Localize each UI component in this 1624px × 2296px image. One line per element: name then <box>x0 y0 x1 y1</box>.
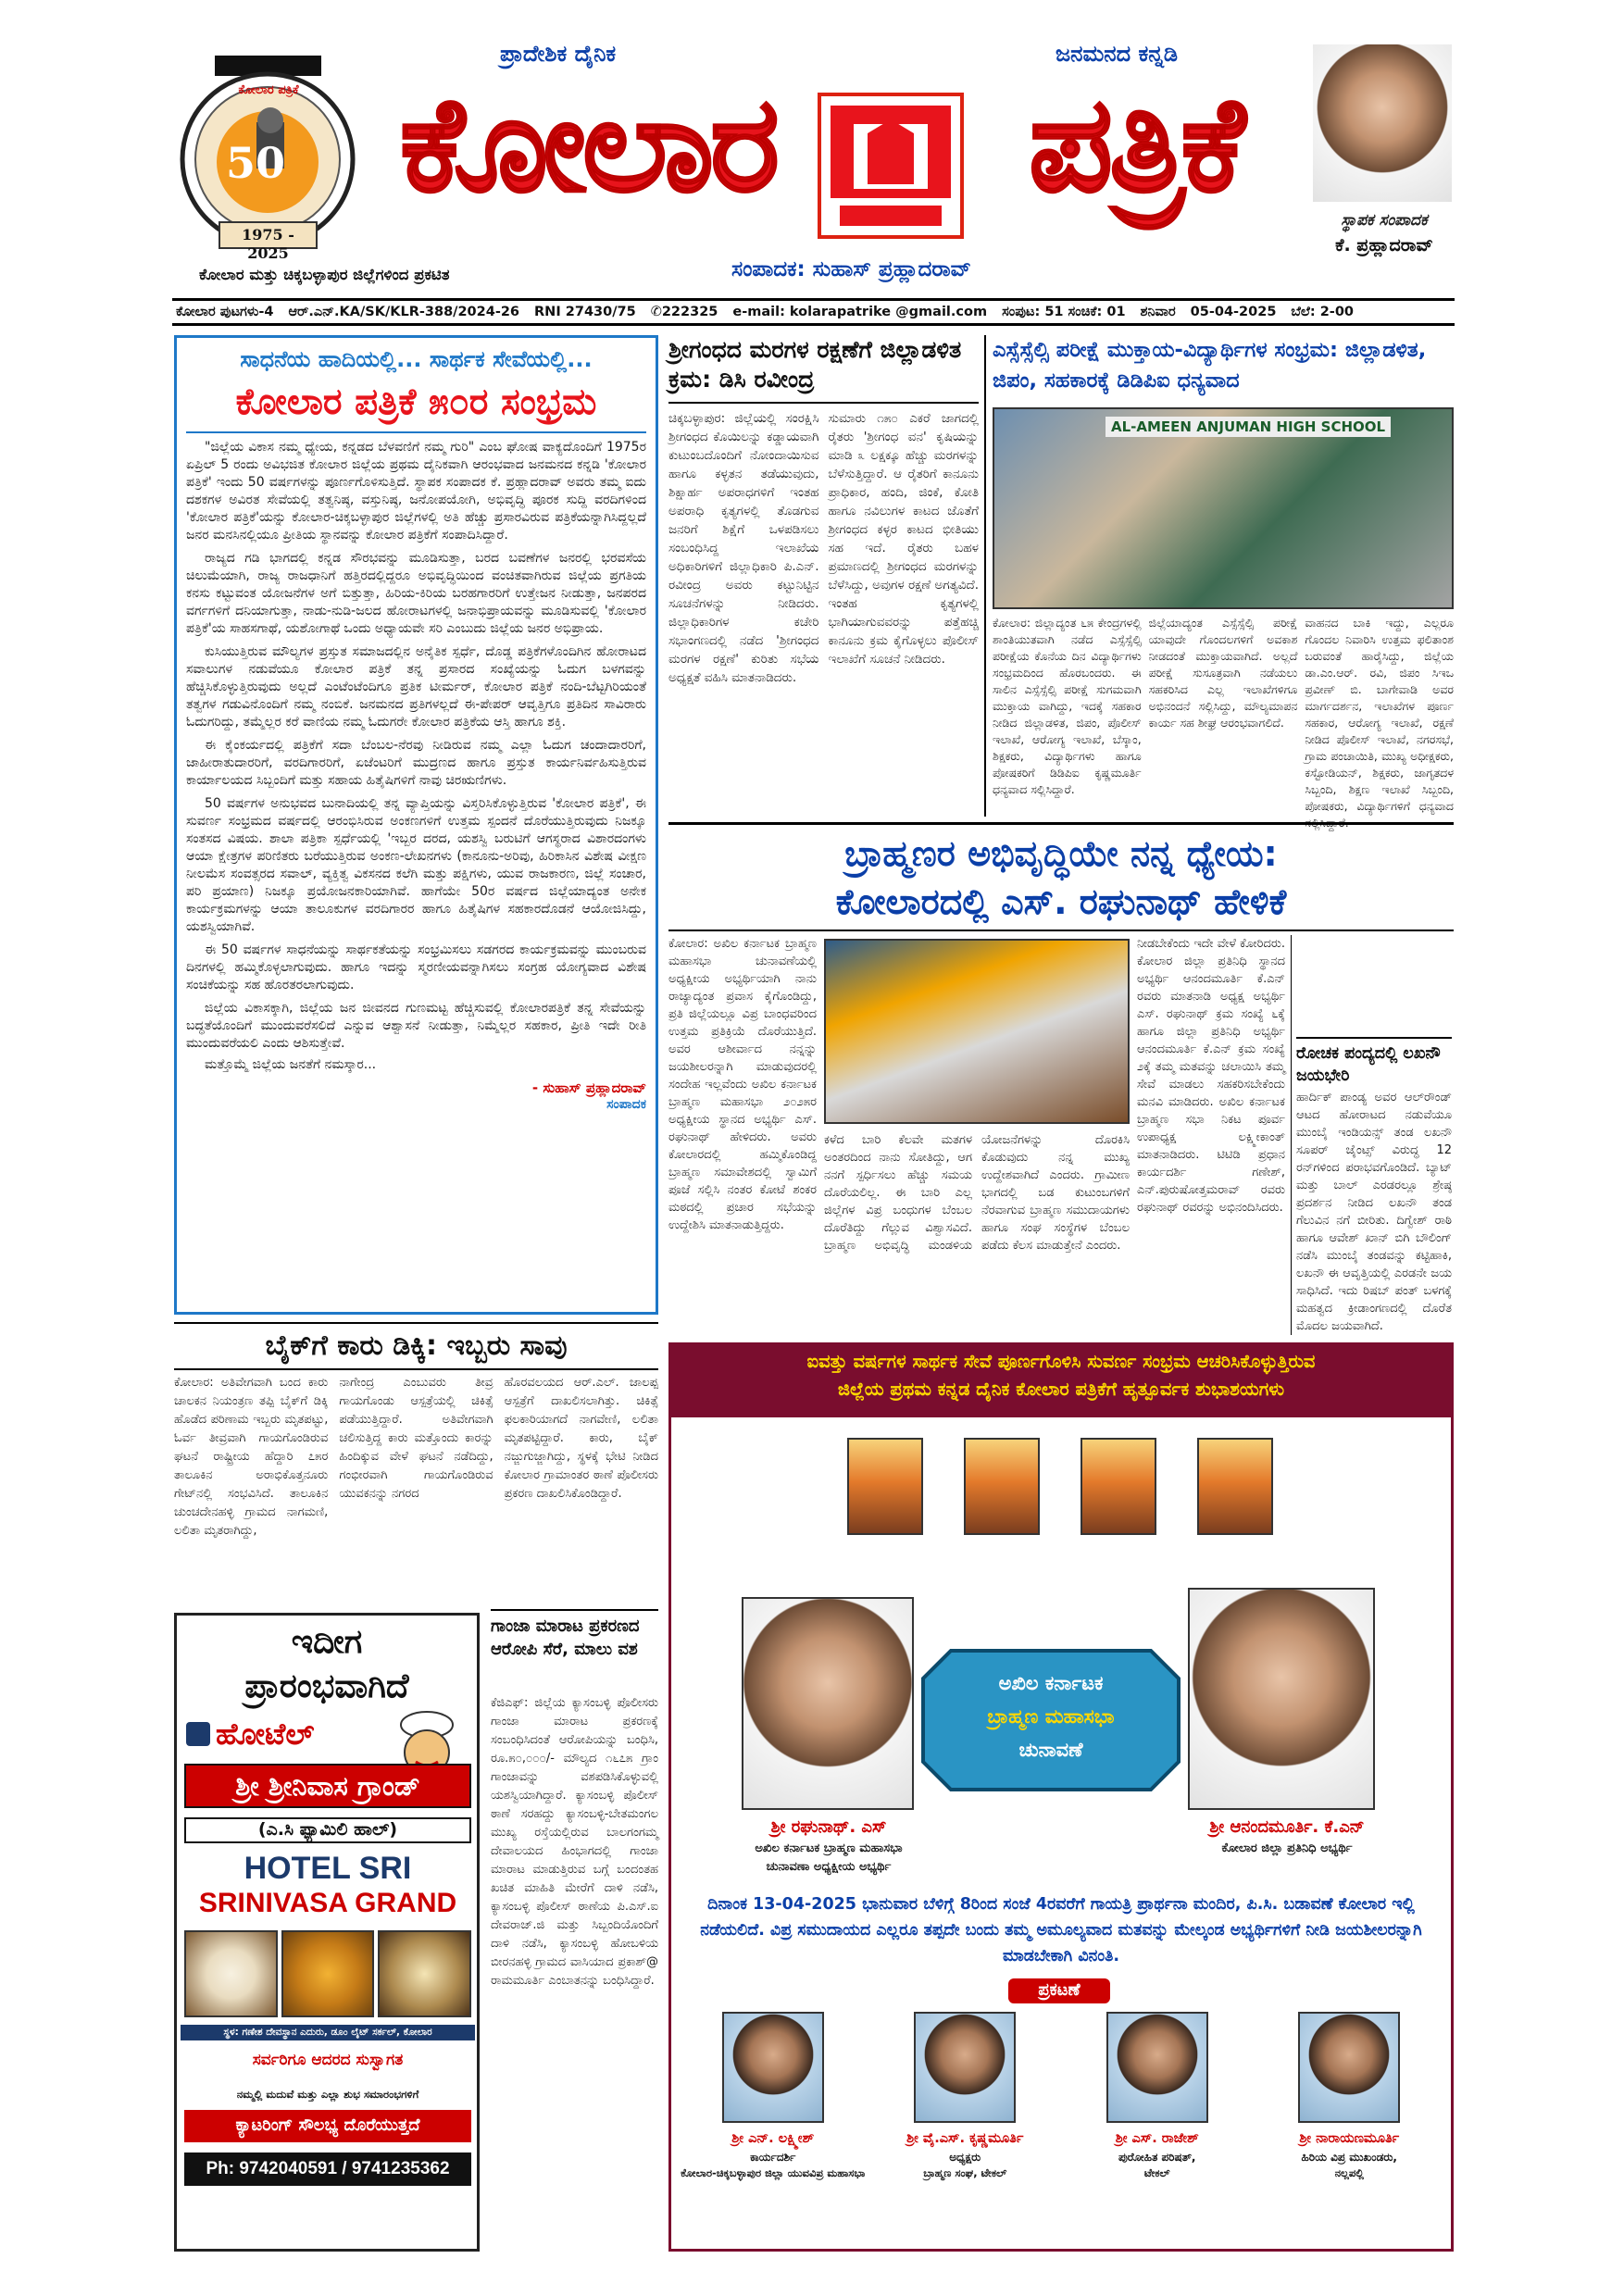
info-phone: ✆222325 <box>650 305 718 319</box>
election-badge <box>923 1651 1179 1790</box>
brahmin-body1: ಕೋಲಾರ: ಅಖಿಲ ಕರ್ನಾಟಕ ಬ್ರಾಹ್ಮಣ ಮಹಾಸಭಾ ಚುನಾವಣೆಯಲ್ಲಿ ಅಧ್ಯಕ್ಷೀಯ ಅಭ್ಯರ್ಥಿಯಾಗಿ ನಾನು ರಾಜ್ಯಾದ್ಯಂತ ಪ್ರವಾಸ ಕೈಗೊಂಡಿದ್ದು, ಪ್ರತಿ ಜಿಲ್ಲೆಯಲ್ಲೂ ವಿಪ್ರ ಬಾಂಧವರಿಂದ ಉತ್ತಮ ಪ್ರತಿಕ್ರಿಯೆ ದೊರೆಯುತ್ತಿದೆ. ಅವರ ಆಶೀರ್ವಾದ ನನ್ನನ್ನು ಜಯಶೀಲರನ್ನಾಗಿ ಮಾಡುವುದರಲ್ಲಿ ಸಂದೇಹ ಇಲ್ಲವೆಂದು ಅಖಿಲ ಕರ್ನಾಟಕ ಬ್ರಾಹ್ಮಣ ಮಹಾಸಭಾ ೨೦೨೫ರ ಅಧ್ಯಕ್ಷೀಯ ಸ್ಥಾನದ ಅಭ್ಯರ್ಥಿ ಎಸ್. ರಘುನಾಥ್ ಹೇಳಿದರು. ಅವರು ಕೋಲಾರದಲ್ಲಿ ಹಮ್ಮಿಕೊಂಡಿದ್ದ ಬ್ರಾಹ್ಮಣ ಸಮಾವೇಶದಲ್ಲಿ ಸ್ವಾಮಿಗೆ ಪೂಜೆ ಸಲ್ಲಿಸಿ ನಂತರ ಕೋಟೆ ಶಂಕರ ಮಠದಲ್ಲಿ ಪ್ರಚಾರ ಸಭೆಯನ್ನು ಉದ್ದೇಶಿಸಿ ಮಾತನಾಡುತ್ತಿದ್ದರು. <box>668 937 817 1232</box>
phone-icon: ✆ <box>650 305 662 319</box>
sslc-body <box>993 615 1454 817</box>
person-role1-4: ಹಿರಿಯ ವಿಪ್ರ ಮುಖಂಡರು, <box>1301 2151 1397 2165</box>
brahmin-col3 <box>1137 935 1285 1335</box>
info-price: ಬೆಲೆ: 2-00 <box>1291 305 1354 319</box>
cand2-name: ಶ್ರೀ ಆನಂದಮೂರ್ತಿ. ಕೆ.ಎನ್ <box>1209 1817 1365 1837</box>
brahmin-col2 <box>824 1131 1130 1335</box>
hotel-catering2: ಕ್ಯಾಟರಿಂಗ್ ಸೌಲಭ್ಯ ದೊರೆಯುತ್ತದೆ <box>184 2110 471 2142</box>
person-card-2 <box>872 2012 1057 2243</box>
hotel-ad-line1: ಇದೀಗ <box>291 1623 363 1661</box>
accident-body1: ಕೋಲಾರ: ಅತಿವೇಗವಾಗಿ ಬಂದ ಕಾರು ಚಾಲಕನ ನಿಯಂತ್ರಣ ತಪ್ಪಿ ಬೈಕ್‌ಗೆ ಡಿಕ್ಕಿ ಹೊಡೆದ ಪರಿಣಾಮ ಇಬ್ಬರು ಮೃತಪಟ್ಟು, ಓರ್ವ ತೀವ್ರವಾಗಿ ಗಾಯಗೊಂಡಿರುವ ಘಟನೆ ರಾಷ್ಟ್ರೀಯ ಹೆದ್ದಾರಿ ೭೫ರ ತಾಲೂಕಿನ ಅರಾಭಿಕೊತ್ತನೂರು ಗೇಟ್‌ನಲ್ಲಿ ಸಂಭವಿಸಿದೆ. ತಾಲೂಕಿನ ಚುಂಚದೇನಹಳ್ಳಿ ಗ್ರಾಮದ ನಾಗಮಣಿ, ಲಲಿತಾ ಮೃತರಾಗಿದ್ದು, <box>174 1376 329 1538</box>
accident-body2: ನಾಗೇಂದ್ರ ಎಂಬುವರು ತೀವ್ರ ಗಾಯಗೊಂಡು ಆಸ್ಪತ್ರೆಯಲ್ಲಿ ಚಿಕಿತ್ಸೆ ಪಡೆಯುತ್ತಿದ್ದಾರೆ. ಅತಿವೇಗವಾಗಿ ಚಲಿಸುತ್ತಿದ್ದ ಕಾರು ಮತ್ತೊಂದು ಕಾರನ್ನು ಹಿಂದಿಕ್ಕುವ ವೇಳೆ ಘಟನೆ ನಡೆದಿದ್ದು, ಗಂಭೀರವಾಗಿ ಗಾಯಗೊಂಡಿರುವ ಯುವಕನನ್ನು ನಗರದ <box>339 1376 493 1501</box>
candidate2-photo <box>1188 1588 1375 1810</box>
person-role2-3: ಟೇಕಲ್ <box>1143 2166 1170 2180</box>
cand1-role1: ಅಖಿಲ ಕರ್ನಾಟಕ ಬ್ರಾಹ್ಮಣ ಮಹಾಸಭಾ <box>755 1841 903 1855</box>
anniversary-sign: - ಸುಹಾಸ್ ಪ್ರಹ್ಲಾದರಾವ್ <box>531 1079 646 1096</box>
wish-ad <box>668 1342 1454 2252</box>
hotel-taste: ಸರ್ವರಿಗೂ ಆದರದ ಸುಸ್ವಾಗತ <box>252 2051 404 2069</box>
person-card-4 <box>1256 2012 1442 2243</box>
info-day: ಶನಿವಾರ <box>1140 305 1176 319</box>
founder-title: ಸ್ಥಾಪಕ ಸಂಪಾದಕ <box>1341 211 1428 230</box>
hotel-ad <box>174 1613 480 2252</box>
cand1-name: ಶ್ರೀ ರಘುನಾಥ್. ಎಸ್ <box>770 1817 887 1837</box>
person-card-1 <box>681 2012 866 2243</box>
anniversary-p7: ಜಿಲ್ಲೆಯ ವಿಕಾಸಕ್ಕಾಗಿ, ಜಿಲ್ಲೆಯ ಜನ ಜೀವನದ ಗುಣಮಟ್ಟ ಹೆಚ್ಚಿಸುವಲ್ಲಿ ಕೋಲಾರಪತ್ರಿಕೆ ತನ್ನ ಸೇವೆಯನ್ನು ಬದ್ಧತೆಯೊಂದಿಗೆ ಮುಂದುವರೆಸಲಿದೆ ಎನ್ನುವ ಆಶ್ವಾಸನೆ ನೀಡುತ್ತಾ, ನಿಮ್ಮೆಲ್ಲರ ಸಹಕಾರ, ಪ್ರೀತಿ ಇದೇ ರೀತಿ ಮುಂದುವರೆಯಲಿ ಎಂದು ಆಶಿಸುತ್ತೇವೆ. <box>186 1000 646 1051</box>
founder-photo <box>1313 44 1452 202</box>
school-sign: AL-AMEEN ANJUMAN HIGH SCHOOL <box>1106 417 1391 437</box>
info-pages: ಕೋಲಾರ ಪುಟಗಳು-4 <box>176 305 274 319</box>
hotel-name-kn: ಶ್ರೀ ಶ್ರೀನಿವಾಸ ಗ್ರಾಂಡ್ <box>184 1764 471 1808</box>
person-role2-2: ಬ್ರಾಹ್ಮಣ ಸಂಘ, ಟೇಕಲ್ <box>923 2166 1007 2180</box>
food-photo-3 <box>378 1930 471 2017</box>
person-card-3 <box>1065 2012 1250 2243</box>
info-volume: ಸಂಪುಟ: 51 ಸಂಚಿಕೆ: 01 <box>1002 305 1126 319</box>
wish-line1: ಐವತ್ತು ವರ್ಷಗಳ ಸಾರ್ಥಕ ಸೇವೆ ಪೂರ್ಣಗೊಳಿಸಿ ಸುವರ್ಣ ಸಂಭ್ರಮ ಆಚರಿಸಿಕೊಳ್ಳುತ್ತಿರುವ <box>806 1351 1316 1372</box>
anniversary-p2: ರಾಜ್ಯದ ಗಡಿ ಭಾಗದಲ್ಲಿ ಕನ್ನಡ ಸೌರಭವನ್ನು ಮೂಡಿಸುತ್ತಾ, ಬರದ ಬವಣೆಗಳ ಜನರಲ್ಲಿ ಭರವಸೆಯ ಚಿಲುಮೆಯಾಗಿ, ರಾಜ್ಯ ರಾಜಧಾನಿಗೆ ಹತ್ತಿರದಲ್ಲಿದ್ದರೂ ಅಭಿವೃದ್ಧಿಯಿಂದ ವಂಚಿತವಾಗಿರುವ ಜಿಲ್ಲೆಯ ಪ್ರಗತಿಯ ಕನಸು ಕಟ್ಟುವಂತ ಯೋಜನೆಗಳ ಅಗೆ ಬಿತ್ತುತ್ತಾ, ಹಿರಿಯ-ಕಿರಿಯ ಬರಹಗಾರರಿಗೆ ಉತ್ತೇಜನ ನೀಡುತ್ತಾ, ಜನಪರದ ವರ್ಗಗಳಿಗೆ ದನಿಯಾಗುತ್ತಾ, ನಾಡು-ನುಡಿ-ಜಲದ ಹೋರಾಟಗಳಲ್ಲಿ ಜನಾಭಿಪ್ರಾಯವನ್ನು ಮೂಡಿಸುವಲ್ಲಿ 'ಕೋಲಾರ ಪತ್ರಿಕೆ'ಯ ಸಾಹಸಗಾಥೆ, ಯಶೋಗಾಥೆ ಒಂದು ಅಧ್ಯಾಯವೇ ಸರಿ ಎಂಬುದು ಜಿಲ್ಲೆಯ ಜನರ ಅಭಿಪ್ರಾಯ. <box>186 550 646 636</box>
wish-notice: ದಿನಾಂಕ 13-04-2025 ಭಾನುವಾರ ಬೆಳಿಗ್ಗೆ 8ರಿಂದ ಸಂಜೆ 4ರವರೆಗೆ ಗಾಯತ್ರಿ ಪ್ರಾರ್ಥನಾ ಮಂದಿರ, ಪಿ.ಸಿ. ಬಡಾವಣೆ ಕೋಲಾರ ಇಲ್ಲಿ ನಡೆಯಲಿದೆ. ವಿಪ್ರ ಸಮುದಾಯದ ಎಲ್ಲರೂ ತಪ್ಪದೇ ಬಂದು ತಮ್ಮ ಅಮೂಲ್ಯವಾದ ಮತವನ್ನು ಮೇಲ್ಕಂಡ ಅಭ್ಯರ್ಥಿಗಳಿಗೆ ನೀಡಿ ಜಯಶೀಲರನ್ನಾಗಿ ಮಾಡಬೇಕಾಗಿ ವಿನಂತಿ. <box>700 1895 1422 1965</box>
ganja-body-wrap <box>491 1694 658 2250</box>
candidate1-photo <box>742 1597 914 1810</box>
publisher-tag: ಪ್ರಕಟಣೆ <box>1008 1978 1110 2003</box>
anniversary-p8: ಮತ್ತೊಮ್ಮೆ ಜಿಲ್ಲೆಯ ಜನತೆಗೆ ನಮಸ್ಕಾರ... <box>205 1056 377 1072</box>
sslc-headline: ಎಸ್ಸೆಸ್ಸೆಲ್ಸಿ ಪರೀಕ್ಷೆ ಮುಕ್ತಾಯ-ವಿದ್ಯಾರ್ಥಿಗಳ ಸಂಭ್ರಮ: ಜಿಲ್ಲಾಡಳಿತ, ಜಿಪಂ, ಸಹಕಾರಕ್ಕೆ ಡಿಡಿಪಿಐ ಧನ್ಯವಾದ <box>993 338 1427 393</box>
deity-image-3 <box>1081 1438 1156 1535</box>
sslc-body3: ವಾಹನದ ಬಾಕಿ ಇದ್ದು, ಎಲ್ಲರೂ ಗೊಂದಲ ನಿವಾರಿಸಿ ಉತ್ತಮ ಫಲಿತಾಂಶ ಬರುವಂತೆ ಹಾರೈಸಿದ್ದು, ಜಿಲ್ಲೆಯ ಡಾ.ಎಂ.ಆರ್. ರವಿ, ಜಿಪಂ ಸಿಇಒ ಪ್ರವೀಣ್ ಬಿ. ಬಾಗೇವಾಡಿ ಅವರ ಮಾರ್ಗದರ್ಶನ, ಇಲಾಖೆಗಳ ಪೂರ್ಣ ಸಹಕಾರ, ಆರೋಗ್ಯ ಇಲಾಖೆ, ರಕ್ಷಣೆ ನೀಡಿದ ಪೊಲೀಸ್ ಇಲಾಖೆ, ನಗರಸಭೆ, ಗ್ರಾಮ ಪಂಚಾಯಿತಿ, ಮುಖ್ಯ ಅಧೀಕ್ಷಕರು, ಕಸ್ಟೋಡಿಯನ್, ಶಿಕ್ಷಕರು, ಜಾಗೃತದಳ ಸಿಬ್ಬಂದಿ, ಶಿಕ್ಷಣ ಇಲಾಖೆ ಸಿಬ್ಬಂದಿ, ಪೋಷಕರು, ವಿದ್ಯಾರ್ಥಿಗಳಿಗೆ ಧನ್ಯವಾದ <box>1305 616 1455 813</box>
person-name-4: ಶ್ರೀ ನಾರಾಯಣಮೂರ್ತಿ <box>1299 2131 1400 2146</box>
anniversary-box <box>174 335 658 1315</box>
title-part2: ಪತ್ರಿಕೆ <box>1029 69 1242 221</box>
brahmin-body2: ಕಳೆದ ಬಾರಿ ಕೆಲವೇ ಮತಗಳ ಅಂತರದಿಂದ ನಾನು ಸೋತಿದ್ದು, ಆಗ ನನಗೆ ಸ್ಪರ್ಧಿಸಲು ಹೆಚ್ಚು ಸಮಯ ದೊರೆಯಲಿಲ್ಲ. ಈ ಬಾರಿ ಎಲ್ಲ ಜಿಲ್ಲೆಗಳ ವಿಪ್ರ ಬಂಧುಗಳ ಬೆಂಬಲ ದೊರೆತಿದ್ದು ಗೆಲ್ಲುವ ವಿಶ್ವಾಸವಿದೆ. ಬ್ರಾಹ್ಮಣ ಅಭಿವೃದ್ಧಿ ಮಂಡಳಿಯ ಯೋಜನೆಗಳನ್ನು ದೊರಕಿಸಿ ಕೊಡುವುದು ನನ್ನ ಮುಖ್ಯ ಉದ್ದೇಶವಾಗಿದೆ ಎಂದರು. ಗ್ರಾಮೀಣ ಭಾಗದಲ್ಲಿ ಬಡ ಕುಟುಂಬಗಳಿಗೆ ನೆರವಾಗುವ ಬ್ರಾಹ್ಮಣ ಸಮುದಾಯಗಳು ಹಾಗೂ ಸಂಘ ಸಂಸ್ಥೆಗಳ ಬೆಂಬಲ ಪಡೆದು ಕೆಲಸ ಮಾಡುತ್ತೇನೆ ಎಂದರು. <box>824 1133 1130 1253</box>
tagline-right: ಜನಮನದ ಕನ್ನಡಿ <box>1056 41 1179 67</box>
food-photo-1 <box>184 1930 278 2017</box>
person-role2-4: ನಲ್ಲಪಲ್ಲಿ <box>1334 2166 1364 2180</box>
anniversary-p3: ಕುಸಿಯುತ್ತಿರುವ ಮೌಲ್ಯಗಳ ಪ್ರಸ್ತುತ ಸಮಾಜದಲ್ಲಿನ ಅನೈತಿಕ ಸ್ಪರ್ಧೆ, ದೊಡ್ಡ ಪತ್ರಿಕೆಗಳೊಂದಿಗಿನ ಹೋರಾಟದ ಸವಾಲುಗಳ ನಡುವೆಯೂ ಕೋಲಾರ ಪತ್ರಿಕೆ ತನ್ನ ಪ್ರಸಾರದ ಸಂಖ್ಯೆಯನ್ನು ಓದುಗ ಬಳಗವನ್ನು ಹೆಚ್ಚಿಸಿಕೊಳ್ಳುತ್ತಿರುವುದು ಅಲ್ಲದೆ ಎಂಟೆಂಟೆಂದಿಗೂ ಪ್ರತಿಕ ಟೀರ್ಮರ್, ಕೋಲಾರ ಪತ್ರಿಕೆ ನಂದಿ-ಬೆಟ್ಟಗಿರಿಯಂತೆ ತತ್ವಗಳ ಗಡುವಿನೊಂದಿಗೆ ನಮ್ಮ ನಂಬಿಕೆ. ಜನಮನದ ಪ್ರತಿಗಳಲ್ಲದೆ ಈ-ಪೇಪರ್ ಆವೃತ್ತಿಗೂ ಪ್ರತಿದಿನ ಸಾವಿರಾರು ಓದುಗರಿದ್ದು, ತಮ್ಮೆಲ್ಲರ ಕರೆ ವಾಣಿಯ ನಮ್ಮ ಓದುಗರೇ ಕೋಲಾರ ಪತ್ರಿಕೆಯ ಆಸ್ತಿ ಹಾಗೂ ಶಕ್ತಿ. <box>186 643 646 730</box>
sandal-body2: ಸುಮಾರು ೧೫೦ ಎಕರೆ ಜಾಗದಲ್ಲಿ ರೈತರು 'ಶ್ರೀಗಂಧ ವನ' ಕೃಷಿಯನ್ನು ಮಾಡಿ ೩ ಲಕ್ಷಕ್ಕೂ ಹೆಚ್ಚು ಮರಗಳನ್ನು ಬೆಳೆಸುತ್ತಿದ್ದಾರೆ. ಆ ರೈತರಿಗೆ ಕಾನೂನು ಪ್ರಾಧಿಕಾರ, ಹಂದಿ, ಜಿಂಕೆ, ಕೋತಿ ಹಾಗೂ ನವಿಲುಗಳ ಕಾಟದ ಜೊತೆಗೆ ಶ್ರೀಗಂಧದ ಕಳ್ಳರ ಕಾಟದ ಭೀತಿಯು ಸಹ ಇದೆ. ರೈತರು ಬಹಳ ಪ್ರಮಾಣದಲ್ಲಿ ಶ್ರೀಗಂಧದ ಮರಗಳನ್ನು ಬೆಳೆಸಿದ್ದು, ಅವುಗಳ ರಕ್ಷಣೆ ಅಗತ್ಯವಿದೆ. ಇಂತಹ ಕೃತ್ಯಗಳಲ್ಲಿ ಭಾಗಿಯಾಗುವವರನ್ನು ಪತ್ತೆಹಚ್ಚಿ ಕಾನೂನು ಕ್ರಮ ಕೈಗೊಳ್ಳಲು ಪೊಲೀಸ್ ಇಲಾಖೆಗೆ ಸೂಚನೆ ನೀಡಿದರು. <box>828 411 980 667</box>
accident-headline: ಬೈಕ್‌ಗೆ ಕಾರು ಡಿಕ್ಕಿ: ಇಬ್ಬರು ಸಾವು <box>265 1329 568 1362</box>
person-name-2: ಶ್ರೀ ವೈ.ಎಸ್. ಕೃಷ್ಣಮೂರ್ತಿ <box>906 2131 1024 2146</box>
logo-top-text: ಕೋಲಾರ ಪತ್ರಿಕೆ <box>238 83 299 97</box>
info-email: e-mail: kolarapatrike @gmail.com <box>732 305 988 319</box>
ganja-headline: ಗಾಂಜಾ ಮಾರಾಟ ಪ್ರಕರಣದ ಆರೋಪಿ ಸೆರೆ, ಮಾಲು ವಶ <box>491 1616 640 1659</box>
logo-years: 1975 - 2025 <box>242 226 294 262</box>
hotel-address: ಸ್ಥಳ: ಗಣೇಶ ದೇವಸ್ಥಾನ ಎದುರು, ಡೂಂ ಲೈಟ್ ಸರ್ಕಲ್, ಕೋಲಾರ <box>181 2025 475 2040</box>
person-name-1: ಶ್ರೀ ಎನ್. ಲಕ್ಷ್ಮೀಶ್ <box>731 2131 815 2146</box>
person-role1-1: ಕಾರ್ಯದರ್ಶಿ <box>750 2151 796 2165</box>
lucky-headline: ರೋಚಕ ಪಂದ್ಯದಲ್ಲಿ ಲಖನೌ ಜಯಭೇರಿ <box>1296 1037 1452 1087</box>
sslc-body2: ಜಿಲ್ಲೆಯಾದ್ಯಂತ ಎಸ್ಸೆಸ್ಸೆಲ್ಸಿ ಪರೀಕ್ಷೆ ಯಾವುದೇ ಗೊಂದಲಗಳಿಗೆ ಅವಕಾಶ ನೀಡದಂತೆ ಮುಕ್ತಾಯವಾಗಿದೆ. ಅಲ್ಲದೆ ಪರೀಕ್ಷೆ ಸುಸೂತ್ರವಾಗಿ ನಡೆಯಲು ಸಹಕರಿಸಿದ ಎಲ್ಲ ಇಲಾಖೆಗಳಿಗೂ ಅಭಿನಂದನೆ ಸಲ್ಲಿಸಿದ್ದು, ಮೌಲ್ಯಮಾಪನ ಕಾರ್ಯ ಸಹ ಶೀಘ್ರ ಆರಂಭವಾಗಲಿದೆ. <box>1148 616 1298 730</box>
info-bar <box>172 298 1455 326</box>
person-name-3: ಶ್ರೀ ಎಸ್. ರಾಜೇಶ್ <box>1115 2131 1199 2146</box>
anniversary-headline: ಕೋಲಾರ ಪತ್ರಿಕೆ ೫೦ರ ಸಂಭ್ರಮ <box>186 381 646 433</box>
info-date: 05-04-2025 <box>1190 305 1277 319</box>
person-role1-2: ಅಧ್ಯಕ್ಷರು <box>949 2151 981 2165</box>
people-row <box>677 2012 1445 2243</box>
anniversary-sign-role: ಸಂಪಾದಕ <box>606 1096 646 1112</box>
wish-banner <box>671 1345 1451 1417</box>
deity-row <box>847 1438 1273 1540</box>
hotel-name-en: SRINIVASA GRAND <box>198 1888 457 1918</box>
anniversary-p4: ಈ ಕೈಂಕರ್ಯದಲ್ಲಿ ಪತ್ರಿಕೆಗೆ ಸದಾ ಬೆಂಬಲ-ನೆರವು ನೀಡಿರುವ ನಮ್ಮ ಎಲ್ಲಾ ಓದುಗ ಚಂದಾದಾರರಿಗೆ, ಜಾಹೀರಾತುದಾರರಿಗೆ, ವರದಿಗಾರರಿಗೆ, ಏಜೆಂಟರಿಗೆ ಮುದ್ರಣದ ಹಾಗೂ ಪ್ರಸ್ತುತ ಕಾರ್ಯನಿರ್ವಹಿಸುತ್ತಿರುವ ಕಾರ್ಯಾಲಯದ ಸಿಬ್ಬಂದಿಗೆ ಮತ್ತು ಸಹಾಯ ಹಿತೈಷಿಗಳಿಗೆ ನಾವು ಚಿರಋಣಿಗಳು. <box>186 737 646 788</box>
brahmin-col1 <box>668 935 817 1232</box>
hotel-kn: ಹೋಟೆಲ್ <box>186 1716 314 1753</box>
food-photo-2 <box>281 1930 375 2017</box>
anniversary-p1: "ಜಿಲ್ಲೆಯ ವಿಕಾಸ ನಮ್ಮ ಧ್ಯೇಯ, ಕನ್ನಡದ ಬೆಳವಣಿಗೆ ನಮ್ಮ ಗುರಿ" ಎಂಬ ಘೋಷ ವಾಕ್ಯದೊಂದಿಗೆ 1975ರ ಏಪ್ರಿಲ್ 5 ರಂದು ಅವಿಭಜಿತ ಕೋಲಾರ ಜಿಲ್ಲೆಯ ಪ್ರಥಮ ದೈನಿಕವಾಗಿ ಆರಂಭವಾದ ಜನಮನದ ಕನ್ನಡಿ 'ಕೋಲಾರ ಪತ್ರಿಕೆ' ಇಂದು 50 ವರ್ಷಗಳನ್ನು ಪೂರ್ಣಗೊಳಿಸುತ್ತಿದೆ. ಸ್ಥಾಪಕ ಸಂಪಾದಕ ಕೆ. ಪ್ರಹ್ಲಾದರಾವ್ ಅವರು ತಮ್ಮ ಐದು ದಶಕಗಳ ಅವಿರತ ಸೇವೆಯಲ್ಲಿ ತತ್ವನಿಷ್ಠ, ವಸ್ತುನಿಷ್ಠ, ಜನೋಪಯೋಗಿ, ಅಭಿವೃದ್ಧಿ ಪೂರಕ ಸುದ್ದಿ ವರದಿಗಳಿಂದ 'ಕೋಲಾರ ಪತ್ರಿಕೆ'ಯನ್ನು ಕೋಲಾರ-ಚಿಕ್ಕಬಳ್ಳಾಪುರ ಜಿಲ್ಲೆಗಳಲ್ಲಿ ಅತಿ ಹೆಚ್ಚು ಪ್ರಸಾರವಿರುವ ಪತ್ರಿಕೆಯನ್ನಾಗಿಸಿದ್ದಲ್ಲದೆ ಜನರ ಮನಸಿನಲ್ಲಿಯೂ ಪ್ರೀತಿಯ ಸ್ಥಾನವನ್ನು ಕೋಲಾರ ಪತ್ರಿಕೆಗೆ ಸಂಪಾದಿಸಿದ್ದಾರೆ. <box>186 439 646 543</box>
coverage-line: ಕೋಲಾರ ಮತ್ತು ಚಿಕ್ಕಬಳ್ಳಾಪುರ ಜಿಲ್ಲೆಗಳಿಂದ ಪ್ರಕಟಿತ <box>199 266 450 283</box>
person-photo-1 <box>722 2012 824 2123</box>
sandal-body1: ಚಿಕ್ಕಬಳ್ಳಾಪುರ: ಜಿಲ್ಲೆಯಲ್ಲಿ ಸಂರಕ್ಷಿಸಿ ಶ್ರೀಗಂಧದ ಕೊಯಿಲನ್ನು ಕಡ್ಡಾಯವಾಗಿ ಕುಟುಂಬದೊಂದಿಗೆ ನೋಂದಾಯಿಸುವ ಹಾಗೂ ಕಳ್ಳತನ ತಡೆಯುವುದು, ಶಿಕ್ಷಾರ್ಹ ಅಪರಾಧಗಳಿಗೆ ಇಂತಹ ಅಪರಾಧಿ ಕೃತ್ಯಗಳಲ್ಲಿ ತೊಡಗುವ ಜನರಿಗೆ ಶಿಕ್ಷೆಗೆ ಒಳಪಡಿಸಲು ಸಂಬಂಧಿಸಿದ್ದ ಇಲಾಖೆಯ ಅಧಿಕಾರಿಗಳಿಗೆ ಜಿಲ್ಲಾಧಿಕಾರಿ ಪಿ.ಎನ್. ರವೀಂದ್ರ ಅವರು ಕಟ್ಟುನಿಟ್ಟಿನ ಸೂಚನೆಗಳನ್ನು ನೀಡಿದರು. ಜಿಲ್ಲಾಧಿಕಾರಿಗಳ ಕಚೇರಿ ಸಭಾಂಗಣದಲ್ಲಿ ನಡೆದ 'ಶ್ರೀಗಂಧದ ಮರಗಳ ರಕ್ಷಣೆ' ಕುರಿತು ಸಭೆಯ ಅಧ್ಯಕ್ಷತೆ ವಹಿಸಿ ಮಾತನಾಡಿದರು. <box>668 411 819 685</box>
sslc-body1: ಕೋಲಾರ: ಜಿಲ್ಲಾದ್ಯಂತ ೬೫ ಕೇಂದ್ರಗಳಲ್ಲಿ ಶಾಂತಿಯುತವಾಗಿ ನಡೆದ ಎಸ್ಸೆಸ್ಸೆಲ್ಸಿ ಪರೀಕ್ಷೆಯ ಕೊನೆಯ ದಿನ ವಿದ್ಯಾರ್ಥಿಗಳು ಸಂಭ್ರಮದಿಂದ ಹೊರಬಂದರು. ಈ ಸಾಲಿನ ಎಸ್ಸೆಸ್ಸೆಲ್ಸಿ ಪರೀಕ್ಷೆ ಸುಗಮವಾಗಿ ಮುಕ್ತಾಯ ವಾಗಿದ್ದು, ಇದಕ್ಕೆ ಸಹಕಾರ ನೀಡಿದ ಜಿಲ್ಲಾಡಳಿತ, ಜಿಪಂ, ಪೊಲೀಸ್ ಇಲಾಖೆ, ಆರೋಗ್ಯ ಇಲಾಖೆ, ಬೆಸ್ಕಾಂ, ಶಿಕ್ಷಕರು, ವಿದ್ಯಾರ್ಥಿಗಳು ಹಾಗೂ ಪೋಷಕರಿಗೆ ಡಿಡಿಪಿಐ ಕೃಷ್ಣಮೂರ್ತಿ ಧನ್ಯವಾದ ಸಲ್ಲಿಸಿದ್ದಾರೆ. <box>993 616 1142 796</box>
brahmin-body3: ನೀಡಬೇಕೆಂದು ಇದೇ ವೇಳೆ ಕೋರಿದರು. ಕೋಲಾರ ಜಿಲ್ಲಾ ಪ್ರತಿನಿಧಿ ಸ್ಥಾನದ ಅಭ್ಯರ್ಥಿ ಆನಂದಮೂರ್ತಿ ಕೆ.ಎನ್ ರವರು ಮಾತನಾಡಿ ಅಧ್ಯಕ್ಷ ಅಭ್ಯರ್ಥಿ ಎಸ್. ರಘುನಾಥ್ ಕ್ರಮ ಸಂಖ್ಯೆ ೬ಕ್ಕೆ ಹಾಗೂ ಜಿಲ್ಲಾ ಪ್ರತಿನಿಧಿ ಅಭ್ಯರ್ಥಿ ಆನಂದಮೂರ್ತಿ ಕೆ.ಎನ್ ಕ್ರಮ ಸಂಖ್ಯೆ ೨ಕ್ಕೆ ತಮ್ಮ ಮತವನ್ನು ಚಲಾಯಿಸಿ ತಮ್ಮ ಸೇವೆ ಮಾಡಲು ಸಹಕರಿಸಬೇಕೆಂದು ಮನವಿ ಮಾಡಿದರು. ಅಖಿಲ ಕರ್ನಾಟಕ ಬ್ರಾಹ್ಮಣ ಸಭಾ ನಿಕಟ ಪೂರ್ವ ಉಪಾಧ್ಯಕ್ಷ ಲಕ್ಷ್ಮೀಕಾಂತ್ ಮಾತನಾಡಿದರು. ಟಿಟಿಡಿ ಪ್ರಧಾನ ಕಾರ್ಯದರ್ಶಿ ಗಣೇಶ್, ಎನ್.ಪುರುಷೋತ್ತಮರಾವ್ ರವರು ರಘುನಾಥ್ ರವರನ್ನು ಅಭಿನಂದಿಸಿದರು. <box>1137 937 1285 1215</box>
brahmin-photo <box>824 939 1130 1124</box>
deity-image-4 <box>1197 1438 1273 1535</box>
founder-name: ಕೆ. ಪ್ರಹ್ಲಾದರಾವ್ <box>1335 235 1433 256</box>
accident-body <box>174 1374 658 1605</box>
food-photos <box>184 1930 471 2017</box>
tagline-left: ಪ್ರಾದೇಶಿಕ ದೈನಿಕ <box>500 41 617 67</box>
sandal-body <box>668 409 979 817</box>
anniversary-p6: ಈ 50 ವರ್ಷಗಳ ಸಾಧನೆಯನ್ನು ಸಾರ್ಥಕತೆಯನ್ನು ಸಂಭ್ರಮಿಸಲು ಸಡಗರದ ಕಾರ್ಯಕ್ರಮವನ್ನು ಮುಂಬರುವ ದಿನಗಳಲ್ಲಿ ಹಮ್ಮಿಕೊಳ್ಳಲಾಗುವುದು. ಹಾಗೂ ಇದನ್ನು ಸ್ಮರಣೀಯವನ್ನಾಗಿಸಲು ಸಂಗ್ರಹ ಯೋಗ್ಯವಾದ ವಿಶೇಷ ಸಂಚಿಕೆಯನ್ನು ಸಹ ಹೊರತರಲಾಗುವುದು. <box>186 942 646 992</box>
deity-image-1 <box>847 1438 923 1535</box>
person-photo-2 <box>914 2012 1016 2123</box>
anniversary-kicker: ಸಾಧನೆಯ ಹಾದಿಯಲ್ಲಿ... ಸಾರ್ಥಕ ಸೇವೆಯಲ್ಲಿ... <box>240 346 593 372</box>
info-reg: ಆರ್.ಎನ್.KA/SK/KLR-388/2024-26 <box>288 305 520 319</box>
brahmin-headline-2: ಕೋಲಾರದಲ್ಲಿ ಎಸ್. ರಘುನಾಥ್ ಹೇಳಿಕೆ <box>835 881 1287 922</box>
golden-jubilee-logo <box>178 56 358 262</box>
cand2-role: ಕೋಲಾರ ಜಿಲ್ಲಾ ಪ್ರತಿನಿಧಿ ಅಭ್ಯರ್ಥಿ <box>1221 1841 1353 1855</box>
cand1-role2: ಚುನಾವಣಾ ಅಧ್ಯಕ್ಷೀಯ ಅಭ್ಯರ್ಥಿ <box>766 1860 892 1874</box>
logo-number: 50 <box>226 138 286 188</box>
hotel-en: HOTEL SRI <box>244 1851 412 1886</box>
wish-line2: ಜಿಲ್ಲೆಯ ಪ್ರಥಮ ಕನ್ನಡ ದೈನಿಕ ಕೋಲಾರ ಪತ್ರಿಕೆಗೆ ಹೃತ್ಪೂರ್ವಕ ಶುಭಾಶಯಗಳು <box>837 1379 1285 1401</box>
deity-image-2 <box>964 1438 1040 1535</box>
sandal-headline: ಶ್ರೀಗಂಧದ ಮರಗಳ ರಕ್ಷಣೆಗೆ ಜಿಲ್ಲಾಡಳಿತ ಕ್ರಮ: ಡಿಸಿ ರವೀಂದ್ರ <box>668 336 962 393</box>
sslc-photo <box>993 407 1454 609</box>
lucky-body-wrap <box>1296 1089 1452 1335</box>
person-role1-3: ಪುರೋಹಿತ ಪರಿಷತ್, <box>1118 2151 1196 2165</box>
title-emblem-icon <box>818 93 964 239</box>
hotel-catering1: ನಮ್ಮಲ್ಲಿ ಮದುವೆ ಮತ್ತು ಎಲ್ಲಾ ಶುಭ ಸಮಾರಂಭಗಳಿಗೆ <box>236 2088 419 2101</box>
anniversary-p5: 50 ವರ್ಷಗಳ ಅನುಭವದ ಬುನಾದಿಯಲ್ಲಿ ತನ್ನ ವ್ಯಾಪ್ತಿಯನ್ನು ವಿಸ್ತರಿಸಿಕೊಳ್ಳುತ್ತಿರುವ 'ಕೋಲಾರ ಪತ್ರಿಕೆ', ಈ ಸುವರ್ಣ ಸಂಭ್ರಮದ ವರ್ಷದಲ್ಲಿ ಆರಂಭಿಸಿರುವ ಅಂಕಣಗಳಿಗೆ ಉತ್ತಮ ಸ್ಪಂದನೆ ದೊರೆಯುತ್ತಿರುವುದು ನಿಜಕ್ಕೂ ಸಂತಸದ ವಿಷಯ. ಶಾಲಾ ಪತ್ರಿಕಾ ಸ್ಪರ್ಧೆಯಲ್ಲಿ 'ಇಬ್ಬರ ದರದ, ಯಶಸ್ವಿ ಬರುಟಿಗೆ ಆಗಸ್ಥರಾದ ವಿಶಾರದಂಗಳು ಆಯಾ ಕ್ಷೇತ್ರಗಳ ಪರಿಣಿತರು ಬರೆಯುತ್ತಿರುವ ಅಂಕಣ-ಲೇಖನಗಳು (ಕಾನೂನು-ಅರಿವು, ಹಿರಿಕಾಸಿನ ವಿಶೇಷ ವೀಕ್ಷಣ ನೀಲಮೆಸ ಸಂವತ್ಸರದ ಸವಾಲ್, ವ್ಯಕ್ತಿತ್ವ ವಿಕಸನದ ಕಲೆಗಿ ಮತ್ತು ಪಕ್ಷಿಗಳು, ಯುವ ರಾಜಕಾರಣ, ಜಿಲ್ಲೆ ಸಂಚಾರ, ಪರಿ ಪ್ರಯಾಣ) ನಿಜಕ್ಕೂ ಪ್ರಯೋಜನಕಾರಿಯಾಗಿವೆ. ಹಾಗೆಯೇ 50ರ ವರ್ಷದ ಜಿಲ್ಲೆಯಾದ್ಯಂತ ಅನೇಕ ಕಾರ್ಯಕ್ರಮಗಳನ್ನು ಆಯಾ ತಾಲೂಕುಗಳ ವರದಿಗಾರರ ಹಾಗೂ ಹಿತೈಷಿಗಳ ಸಹಕಾರದೊಡನೆ ಆಯೋಜಿಸಿದ್ದು, ಯಶಸ್ವಿಯಾಗಿವೆ. <box>186 795 646 934</box>
info-rni: RNI 27430/75 <box>534 305 636 319</box>
accident-body3: ಹೊರವಲಯದ ಆರ್.ಎಲ್. ಜಾಲಪ್ಪ ಆಸ್ಪತ್ರೆಗೆ ದಾಖಲಿಸಲಾಗಿತ್ತು. ಚಿಕಿತ್ಸೆ ಫಲಕಾರಿಯಾಗದೆ ನಾಗವೇಣಿ, ಲಲಿತಾ ಮೃತಪಟ್ಟಿದ್ದಾರೆ. ಕಾರು, ಬೈಕ್ ನಜ್ಜುಗುಜ್ಜಾಗಿದ್ದು, ಸ್ಥಳಕ್ಕೆ ಭೇಟಿ ನೀಡಿದ ಕೋಲಾರ ಗ್ರಾಮಾಂತರ ಠಾಣೆ ಪೊಲೀಸರು ಪ್ರಕರಣ ದಾಖಲಿಸಿಕೊಂಡಿದ್ದಾರೆ. <box>504 1376 658 1501</box>
hotel-phone: Ph: 9742040591 / 9741235362 <box>184 2152 471 2186</box>
hotel-ad-line2: ಪ್ರಾರಂಭವಾಗಿದೆ <box>244 1667 409 1705</box>
brahmin-headline-1: ಬ್ರಾಹ್ಮಣರ ಅಭಿವೃದ್ಧಿಯೇ ನನ್ನ ಧ್ಯೇಯ: <box>844 833 1278 874</box>
badge-line2: ಬ್ರಾಹ್ಮಣ ಮಹಾಸಭಾ <box>987 1705 1115 1728</box>
title-part1: ಕೋಲಾರ <box>399 69 777 221</box>
hotel-family: (ಎ.ಸಿ ಫ್ಯಾಮಿಲಿ ಹಾಲ್) <box>184 1817 471 1843</box>
editor-line: ಸಂಪಾದಕ: ಸುಹಾಸ್ ಪ್ರಹ್ಲಾದರಾವ್ <box>731 257 971 281</box>
person-photo-3 <box>1106 2012 1208 2123</box>
badge-line1: ಅಖಿಲ ಕರ್ನಾಟಕ <box>998 1672 1104 1694</box>
badge-line3: ಚುನಾವಣೆ <box>1018 1739 1083 1761</box>
lucky-body: ಹಾರ್ದಿಕ್ ಪಾಂಡ್ಯ ಅವರ ಆಲ್‌ರೌಂಡ್ ಆಟದ ಹೋರಾಟದ ನಡುವೆಯೂ ಮುಂಬೈ ಇಂಡಿಯನ್ಸ್ ತಂಡ ಲಖನೌ ಸೂಪರ್ ಜೈಂಟ್ಸ್ ವಿರುದ್ಧ 12 ರನ್‌ಗಳಿಂದ ಪರಾಭವಗೊಂಡಿದೆ. ಬ್ಯಾಟ್ ಮತ್ತು ಬಾಲ್ ಎರಡರಲ್ಲೂ ಶ್ರೇಷ್ಠ ಪ್ರದರ್ಶನ ನೀಡಿದ ಲಖನೌ ತಂಡ ಗೆಲುವಿನ ನಗೆ ಬೀರಿತು. ದಿಗ್ವೇಶ್ ರಾಠಿ ಹಾಗೂ ಆವೇಶ್ ಖಾನ್ ಬಿಗಿ ಬೌಲಿಂಗ್ ನಡೆಸಿ ಮುಂಬೈ ತಂಡವನ್ನು ಕಟ್ಟಿಹಾಕಿ, ಲಖನೌ ಈ ಆವೃತ್ತಿಯಲ್ಲಿ ಎರಡನೇ ಜಯ ಸಾಧಿಸಿದೆ. ಇದು ರಿಷಬ್ ಪಂತ್ ಬಳಗಕ್ಕೆ ಮಹತ್ವದ ಕ್ರೀಡಾಂಗಣದಲ್ಲಿ ದೊರೆತ ಮೊದಲ ಜಯವಾಗಿದೆ. <box>1296 1091 1452 1333</box>
person-role2-1: ಕೋಲಾರ-ಚಿಕ್ಕಬಳ್ಳಾಪುರ ಜಿಲ್ಲಾ ಯುವವಿಪ್ರ ಮಹಾಸಭಾ <box>681 2166 866 2180</box>
hotel-badge-icon <box>186 1722 210 1746</box>
ganja-body: ಕೆಜಿಎಫ್: ಜಿಲ್ಲೆಯ ಕ್ಯಾಸಂಬಳ್ಳಿ ಪೊಲೀಸರು ಗಾಂಜಾ ಮಾರಾಟ ಪ್ರಕರಣಕ್ಕೆ ಸಂಬಂಧಿಸಿದಂತೆ ಆರೋಪಿಯನ್ನು ಬಂಧಿಸಿ, ರೂ.೫೦,೦೦೦/- ಮೌಲ್ಯದ ೧೬೭೫ ಗ್ರಾಂ ಗಾಂಜಾವನ್ನು ವಶಪಡಿಸಿಕೊಳ್ಳುವಲ್ಲಿ ಯಶಸ್ವಿಯಾಗಿದ್ದಾರೆ. ಕ್ಯಾಸಂಬಳ್ಳಿ ಪೊಲೀಸ್ ಠಾಣೆ ಸರಹದ್ದು ಕ್ಯಾಸಂಬಳ್ಳಿ-ಬೇತಮಂಗಲ ಮುಖ್ಯ ರಸ್ತೆಯಲ್ಲಿರುವ ಬಾಲಗಂಗಮ್ಮ ದೇವಾಲಯದ ಹಿಂಭಾಗದಲ್ಲಿ ಗಾಂಜಾ ಮಾರಾಟ ಮಾಡುತ್ತಿರುವ ಬಗ್ಗೆ ಬಂದಂತಹ ಖಚಿತ ಮಾಹಿತಿ ಮೇರೆಗೆ ದಾಳಿ ನಡೆಸಿ, ಕ್ಯಾಸಂಬಳ್ಳಿ ಪೊಲೀಸ್ ಠಾಣೆಯ ಪಿ.ಎಸ್.ಐ ದೇವರಾಜ್.ಜಿ ಮತ್ತು ಸಿಬ್ಬಂದಿಯೊಂದಿಗೆ ದಾಳಿ ನಡೆಸಿ, ಕ್ಯಾಸಂಬಳ್ಳಿ ಹೋಬಳಿಯ ಬೀರನಹಳ್ಳಿ ಗ್ರಾಮದ ವಾಸಿಯಾದ ಪ್ರಕಾಶ್@ ರಾಮಮೂರ್ತಿ ಎಂಬಾತನನ್ನು ಬಂಧಿಸಿದ್ದಾರೆ. <box>491 1696 658 1988</box>
person-photo-4 <box>1298 2012 1400 2123</box>
masthead <box>0 0 1624 296</box>
